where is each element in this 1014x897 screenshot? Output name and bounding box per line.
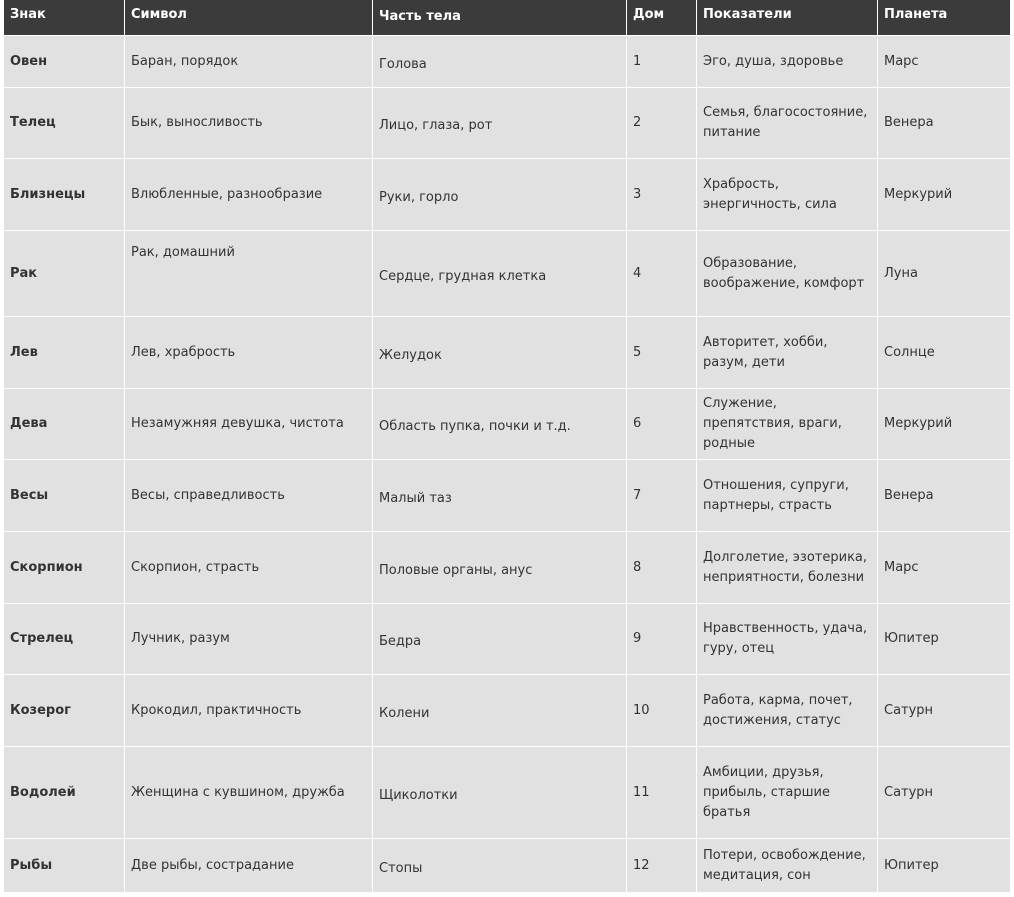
cell-planet: Венера [878, 460, 1010, 532]
cell-planet: Венера [878, 88, 1010, 159]
cell-planet: Меркурий [878, 159, 1010, 231]
cell-symbol: Баран, порядок [125, 36, 373, 88]
cell-house: 10 [627, 675, 697, 747]
table-row [4, 532, 1010, 604]
zodiac-table [4, 0, 1010, 893]
cell-planet: Сатурн [878, 747, 1010, 839]
table-row [4, 36, 1010, 88]
cell-planet: Юпитер [878, 839, 1010, 893]
cell-indicators: Потери, освобождение, медитация, сон [697, 839, 878, 893]
cell-sign: Овен [4, 36, 125, 88]
cell-planet: Меркурий [878, 389, 1010, 460]
cell-symbol: Лев, храбрость [125, 317, 373, 389]
cell-sign: Козерог [4, 675, 125, 747]
cell-body-part: Щиколотки [373, 747, 627, 839]
cell-house: 11 [627, 747, 697, 839]
header-symbol: Символ [125, 0, 373, 36]
cell-sign: Стрелец [4, 604, 125, 675]
cell-planet: Луна [878, 231, 1010, 317]
table-row [4, 389, 1010, 460]
cell-sign: Дева [4, 389, 125, 460]
cell-indicators: Отношения, супруги, партнеры, страсть [697, 460, 878, 532]
cell-sign: Близнецы [4, 159, 125, 231]
cell-symbol: Женщина с кувшином, дружба [125, 747, 373, 839]
cell-house: 2 [627, 88, 697, 159]
cell-body-part: Область пупка, почки и т.д. [373, 389, 627, 460]
cell-body-part: Лицо, глаза, рот [373, 88, 627, 159]
cell-symbol: Весы, справедливость [125, 460, 373, 532]
cell-house: 5 [627, 317, 697, 389]
header-indicators: Показатели [697, 0, 878, 36]
cell-house: 1 [627, 36, 697, 88]
cell-indicators: Эго, душа, здоровье [697, 36, 878, 88]
cell-sign: Скорпион [4, 532, 125, 604]
cell-indicators: Образование, воображение, комфорт [697, 231, 878, 317]
cell-planet: Юпитер [878, 604, 1010, 675]
cell-body-part: Руки, горло [373, 159, 627, 231]
cell-symbol: Рак, домашний [125, 231, 373, 317]
table-row [4, 88, 1010, 159]
cell-indicators: Долголетие, эзотерика, неприятности, болезни [697, 532, 878, 604]
table-row [4, 159, 1010, 231]
cell-indicators: Храбрость, энергичность, сила [697, 159, 878, 231]
table-row [4, 231, 1010, 317]
cell-house: 8 [627, 532, 697, 604]
cell-body-part: Желудок [373, 317, 627, 389]
table-header-row [4, 0, 1010, 36]
cell-house: 7 [627, 460, 697, 532]
table-row [4, 317, 1010, 389]
cell-symbol: Крокодил, практичность [125, 675, 373, 747]
cell-symbol: Влюбленные, разнообразие [125, 159, 373, 231]
cell-indicators: Амбиции, друзья, прибыль, старшие братья [697, 747, 878, 839]
cell-house: 4 [627, 231, 697, 317]
cell-indicators: Нравственность, удача, гуру, отец [697, 604, 878, 675]
table-row [4, 839, 1010, 893]
cell-house: 6 [627, 389, 697, 460]
cell-indicators: Работа, карма, почет, достижения, статус [697, 675, 878, 747]
table-row [4, 604, 1010, 675]
table-row [4, 675, 1010, 747]
cell-house: 12 [627, 839, 697, 893]
table-row [4, 747, 1010, 839]
cell-indicators: Авторитет, хобби, разум, дети [697, 317, 878, 389]
cell-indicators: Служение, препятствия, враги, родные [697, 389, 878, 460]
cell-indicators: Семья, благосостояние, питание [697, 88, 878, 159]
header-body-part: Часть тела [373, 0, 627, 36]
cell-symbol: Две рыбы, сострадание [125, 839, 373, 893]
cell-sign: Рак [4, 231, 125, 317]
cell-body-part: Стопы [373, 839, 627, 893]
cell-body-part: Сердце, грудная клетка [373, 231, 627, 317]
cell-body-part: Голова [373, 36, 627, 88]
cell-planet: Солнце [878, 317, 1010, 389]
cell-body-part: Малый таз [373, 460, 627, 532]
header-house: Дом [627, 0, 697, 36]
cell-body-part: Бедра [373, 604, 627, 675]
header-sign: Знак [4, 0, 125, 36]
table-row [4, 460, 1010, 532]
cell-body-part: Половые органы, анус [373, 532, 627, 604]
cell-sign: Лев [4, 317, 125, 389]
cell-sign: Весы [4, 460, 125, 532]
cell-house: 3 [627, 159, 697, 231]
cell-sign: Рыбы [4, 839, 125, 893]
cell-sign: Водолей [4, 747, 125, 839]
cell-body-part: Колени [373, 675, 627, 747]
cell-house: 9 [627, 604, 697, 675]
cell-planet: Сатурн [878, 675, 1010, 747]
cell-planet: Марс [878, 36, 1010, 88]
cell-symbol: Лучник, разум [125, 604, 373, 675]
cell-symbol: Скорпион, страсть [125, 532, 373, 604]
cell-symbol: Бык, выносливость [125, 88, 373, 159]
header-planet: Планета [878, 0, 1010, 36]
cell-symbol: Незамужняя девушка, чистота [125, 389, 373, 460]
cell-sign: Телец [4, 88, 125, 159]
cell-planet: Марс [878, 532, 1010, 604]
